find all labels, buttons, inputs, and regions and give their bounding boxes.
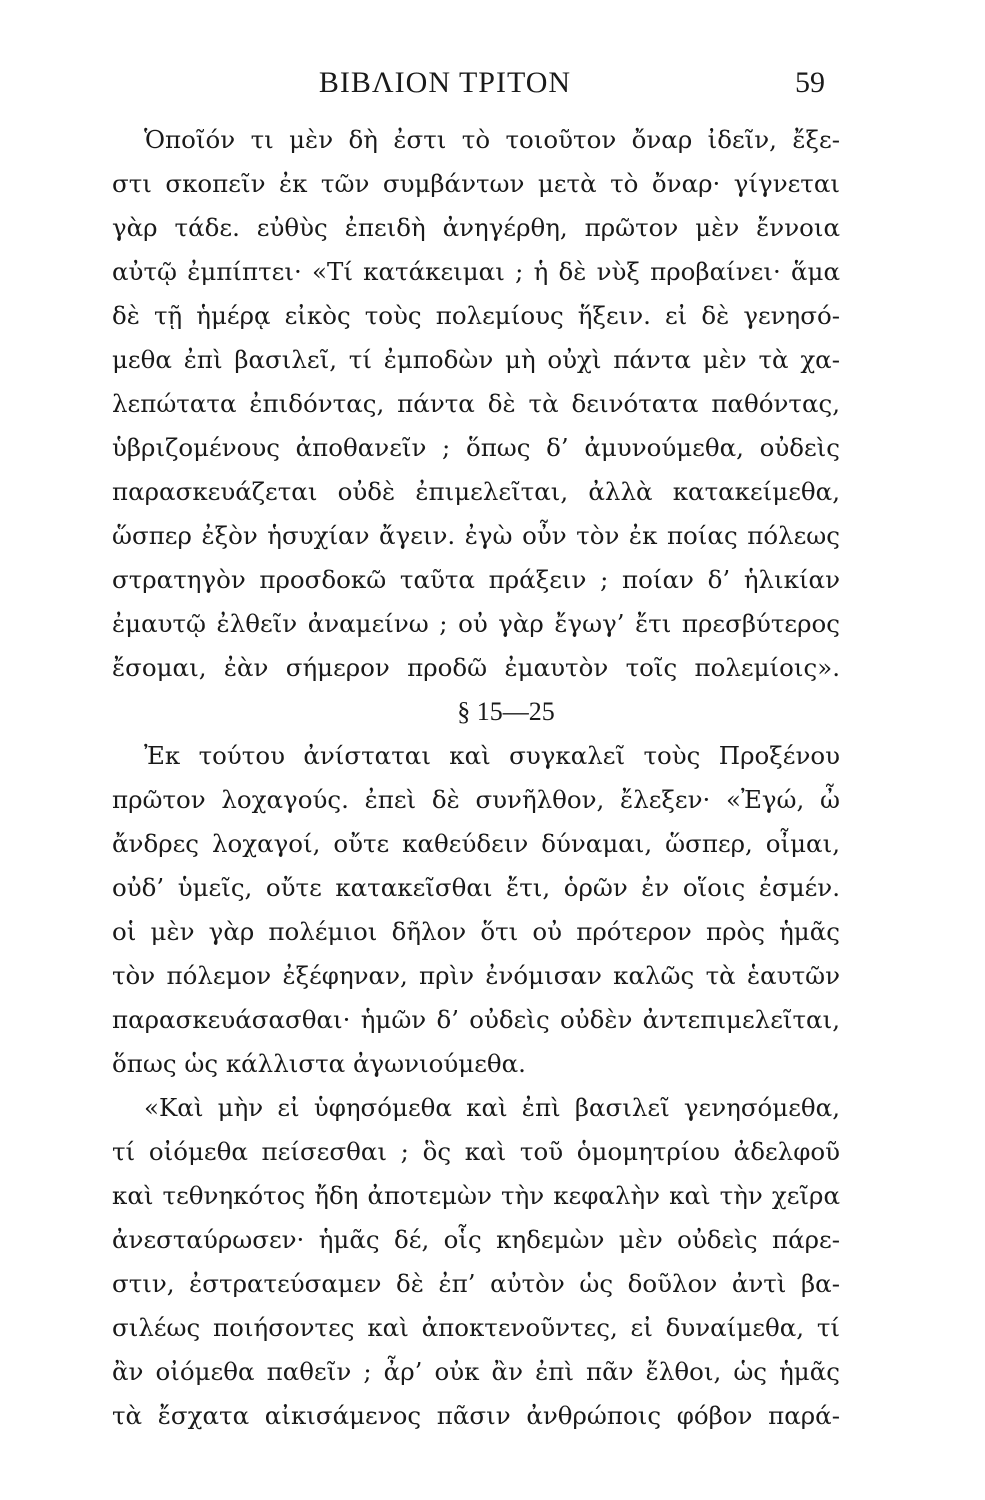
text-line: Ὁποῖόν τι μὲν δὴ ἐστι τὸ τοιοῦτον ὄναρ ἰδεῖν, ἔξε-	[144, 125, 840, 154]
text-line: ἄνδρες λοχαγοί, οὔτε καθεύδειν δύναμαι, ὥσπερ, οἶμαι,	[112, 829, 840, 858]
text-line: «Καὶ μὴν εἰ ὑφησόμεθα καὶ ἐπὶ βασιλεῖ γενησόμεθα,	[144, 1093, 840, 1122]
page-number: 59	[795, 66, 825, 99]
text-line: ἀνεσταύρωσεν· ἡμᾶς δέ, οἷς κηδεμὼν μὲν οὐδεὶς πάρε-	[112, 1225, 840, 1254]
running-title: ΒΙΒΛΙΟΝ ΤΡΙΤΟΝ	[318, 66, 572, 99]
text-line: δὲ τῇ ἡμέρᾳ εἰκὸς τοὺς πολεμίους ἥξειν. εἰ δὲ γενησό-	[112, 301, 840, 330]
text-line: τὰ ἔσχατα αἰκισάμενος πᾶσιν ἀνθρώποις φόβον παρά-	[112, 1401, 840, 1430]
text-line: Ἐκ τούτου ἀνίσταται καὶ συγκαλεῖ τοὺς Προξένου	[144, 741, 840, 770]
text-line: ὅπως ὡς κάλλιστα ἀγωνιούμεθα.	[112, 1049, 526, 1078]
text-line: παρασκευάζεται οὐδὲ ἐπιμελεῖται, ἀλλὰ κατακείμεθα,	[112, 477, 840, 506]
text-line: οὐδ’ ὑμεῖς, οὔτε κατακεῖσθαι ἔτι, ὁρῶν ἐν οἵοις ἐσμέν.	[112, 873, 840, 902]
section-heading: § 15—25	[457, 697, 555, 726]
text-line: ἐμαυτῷ ἐλθεῖν ἀναμείνω ; οὐ γὰρ ἔγωγ’ ἔτι πρεσβύτερος	[112, 609, 840, 638]
text-line: τί οἰόμεθα πείσεσθαι ; ὃς καὶ τοῦ ὁμομητρίου ἀδελφοῦ	[112, 1137, 840, 1166]
text-line: πρῶτον λοχαγούς. ἐπεὶ δὲ συνῆλθον, ἔλεξεν· «Ἐγώ, ὦ	[112, 785, 840, 814]
running-head	[0, 66, 985, 106]
text-line: καὶ τεθνηκότος ἤδη ἀποτεμὼν τὴν κεφαλὴν καὶ τὴν χεῖρα	[112, 1181, 840, 1210]
text-line: τὸν πόλεμον ἐξέφηναν, πρὶν ἐνόμισαν καλῶς τὰ ἑαυτῶν	[112, 961, 840, 990]
text-line: ὥσπερ ἐξὸν ἡσυχίαν ἄγειν. ἐγὼ οὖν τὸν ἐκ ποίας πόλεως	[112, 521, 840, 550]
text-line: στι σκοπεῖν ἐκ τῶν συμβάντων μετὰ τὸ ὄναρ· γίγνεται	[112, 169, 840, 198]
text-line: λεπώτατα ἐπιδόντας, πάντα δὲ τὰ δεινότατα παθόντας,	[112, 389, 840, 418]
text-line: αὐτῷ ἐμπίπτει· «Τί κατάκειμαι ; ἡ δὲ νὺξ προβαίνει· ἅμα	[112, 257, 840, 286]
text-line: γὰρ τάδε. εὐθὺς ἐπειδὴ ἀνηγέρθη, πρῶτον μὲν ἔννοια	[112, 213, 840, 242]
text-line: παρασκευάσασθαι· ἡμῶν δ’ οὐδεὶς οὐδὲν ἀντεπιμελεῖται,	[112, 1005, 840, 1034]
text-line: οἱ μὲν γὰρ πολέμιοι δῆλον ὅτι οὐ πρότερον πρὸς ἡμᾶς	[112, 917, 840, 946]
text-line: σιλέως ποιήσοντες καὶ ἀποκτενοῦντες, εἰ δυναίμεθα, τί	[112, 1313, 840, 1342]
body-text	[112, 118, 840, 1438]
text-line: στιν, ἐστρατεύσαμεν δὲ ἐπ’ αὐτὸν ὡς δοῦλον ἀντὶ βα-	[112, 1269, 840, 1298]
text-line: στρατηγὸν προσδοκῶ ταῦτα πράξειν ; ποίαν δ’ ἡλικίαν	[112, 565, 840, 594]
text-line: ἂν οἰόμεθα παθεῖν ; ἆρ’ οὐκ ἂν ἐπὶ πᾶν ἔλθοι, ὡς ἡμᾶς	[112, 1357, 840, 1386]
text-line: μεθα ἐπὶ βασιλεῖ, τί ἐμποδὼν μὴ οὐχὶ πάντα μὲν τὰ χα-	[112, 345, 840, 374]
text-line: ὑβριζομένους ἀποθανεῖν ; ὅπως δ’ ἀμυνούμεθα, οὐδεὶς	[112, 433, 840, 462]
text-line: ἔσομαι, ἐὰν σήμερον προδῶ ἐμαυτὸν τοῖς πολεμίοις».	[112, 653, 840, 682]
